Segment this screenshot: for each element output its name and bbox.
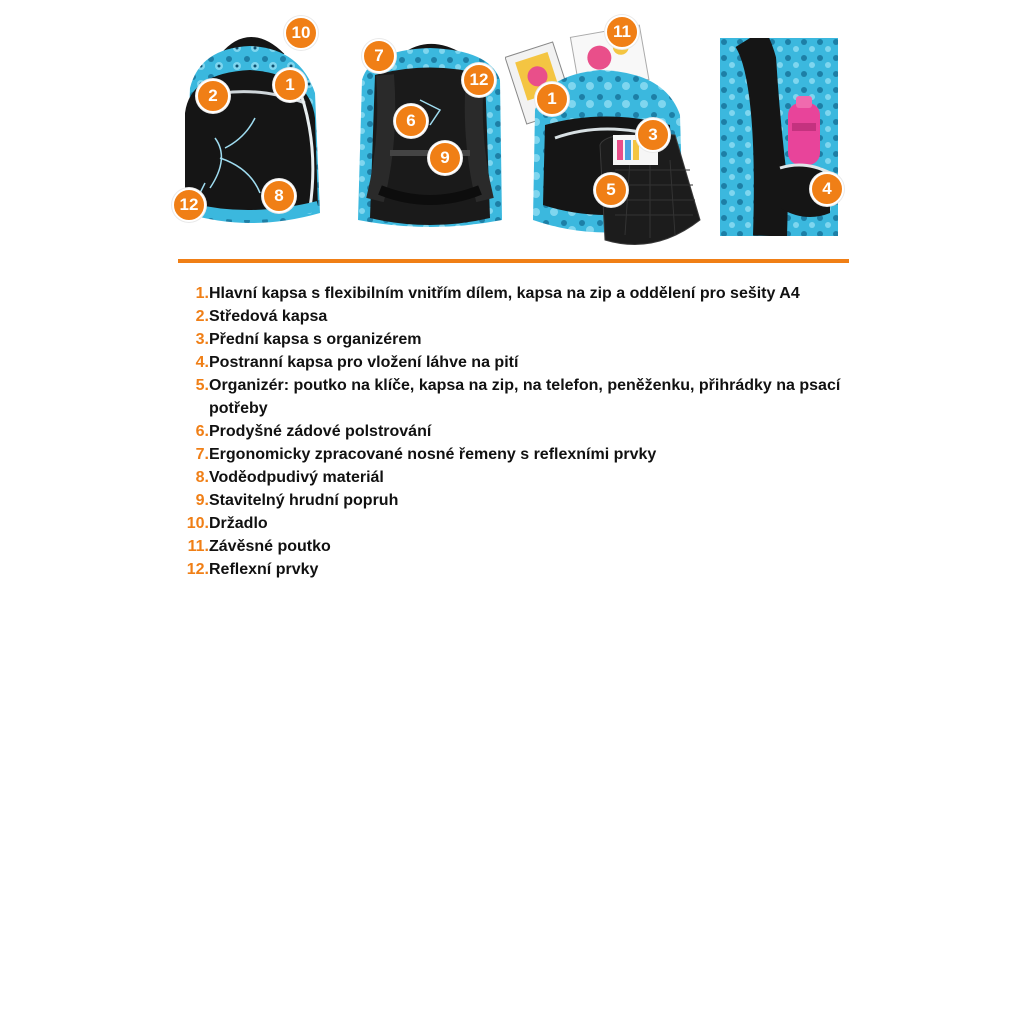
callout-badge: 10 [284, 16, 318, 50]
item-text: Reflexní prvky [209, 561, 319, 578]
item-text: Ergonomicky zpracované nosné řemeny s reflexními prvky [209, 446, 657, 463]
callout-badge: 8 [262, 179, 296, 213]
list-item [176, 535, 856, 558]
callout-badge: 3 [636, 118, 670, 152]
backpack-side-photo [720, 38, 838, 236]
item-number: 2. [195, 308, 209, 325]
item-number: 5. [195, 377, 209, 394]
list-item [176, 443, 856, 466]
list-item [176, 351, 856, 374]
callout-badge: 9 [428, 141, 462, 175]
item-number: 6. [195, 423, 209, 440]
list-item [176, 466, 856, 489]
item-text: Voděodpudivý materiál [209, 469, 384, 486]
item-text: Středová kapsa [209, 308, 328, 325]
callout-badge: 7 [362, 39, 396, 73]
feature-list [176, 282, 856, 581]
item-text: Stavitelný hrudní popruh [209, 492, 399, 509]
callout-badge: 1 [535, 82, 569, 116]
callout-badge: 1 [273, 68, 307, 102]
item-text: Držadlo [209, 515, 268, 532]
callout-badge: 12 [172, 188, 206, 222]
list-item [176, 512, 856, 535]
orange-divider [178, 259, 849, 263]
item-number: 9. [195, 492, 209, 509]
list-item [176, 282, 856, 305]
list-item [176, 328, 856, 351]
list-item [176, 420, 856, 443]
item-text: Hlavní kapsa s flexibilním vnitřím dílem, kapsa na zip a oddělení pro sešity A4 [209, 285, 800, 302]
callout-badge: 12 [462, 63, 496, 97]
list-item [176, 305, 856, 328]
list-item [176, 374, 856, 420]
callout-badge: 11 [605, 15, 639, 49]
item-number: 12. [186, 561, 209, 578]
callout-badge: 5 [594, 173, 628, 207]
item-number: 4. [195, 354, 209, 371]
item-number: 1. [195, 285, 209, 302]
item-number: 8. [195, 469, 209, 486]
callout-badge: 2 [196, 79, 230, 113]
item-text: Prodyšné zádové polstrování [209, 423, 432, 440]
callout-badge: 4 [810, 172, 844, 206]
item-number: 10. [186, 515, 209, 532]
item-number: 7. [195, 446, 209, 463]
backpack-open-photo [505, 20, 705, 248]
list-item [176, 489, 856, 512]
callout-badge: 6 [394, 104, 428, 138]
list-item [176, 558, 856, 581]
item-text: Závěsné poutko [209, 538, 331, 555]
item-text: Přední kapsa s organizérem [209, 331, 422, 348]
item-number: 11. [187, 538, 209, 555]
item-text: Postranní kapsa pro vložení láhve na pití [209, 354, 519, 371]
item-text: Organizér: poutko na klíče, kapsa na zip, na telefon, peněženku, přihrádky na psací potřeby [209, 377, 841, 417]
item-number: 3. [195, 331, 209, 348]
